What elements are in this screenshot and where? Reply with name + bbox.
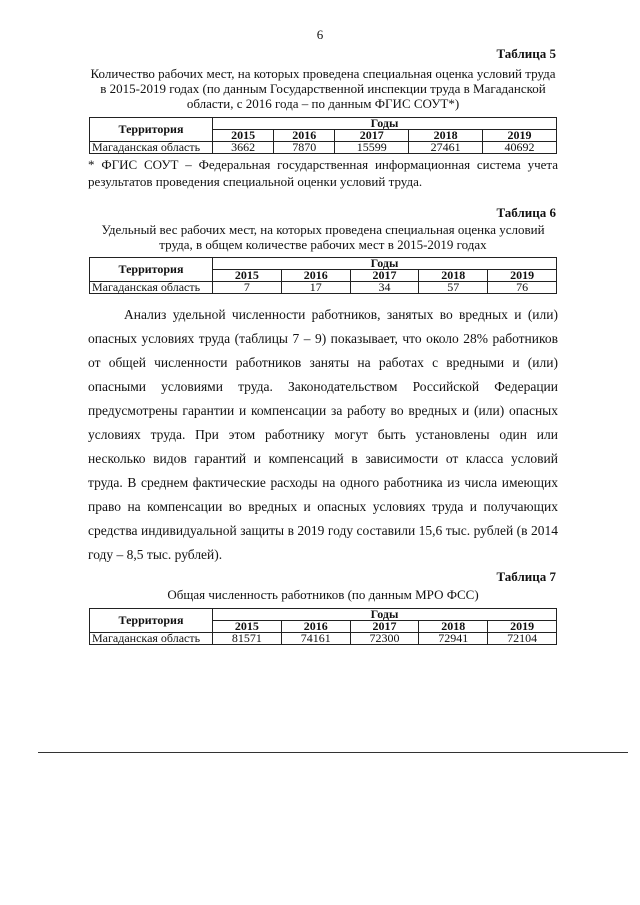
year-header: 2018 [419,621,488,633]
year-header: 2019 [488,621,557,633]
year-header: 2018 [419,270,488,282]
value-cell: 57 [419,282,488,294]
table5-caption: Таблица 5 [496,46,556,61]
value-cell: 74161 [281,633,350,645]
year-header: 2017 [335,130,409,142]
table5-title: Количество рабочих мест, на которых проведена специальная оценка условий труда в 2015-2019 годах (по данным Государственной инспекции труда в Магаданской области, с 2016 года – по данным ФГИС СОУТ*) [90,66,556,111]
value-cell: 34 [350,282,419,294]
year-header: 2016 [281,621,350,633]
table5 [89,117,557,154]
year-header: 2019 [483,130,557,142]
year-header: 2017 [350,270,419,282]
year-header: 2015 [213,130,274,142]
value-cell: 27461 [409,142,483,154]
territory-cell: Магаданская область [90,142,213,154]
table6-title: Удельный вес рабочих мест, на которых проведена специальная оценка условий труда, в общем количестве рабочих мест в 2015-2019 годах [101,222,545,252]
year-header: 2016 [281,270,350,282]
years-header: Годы [213,118,557,130]
year-header: 2015 [213,621,282,633]
value-cell: 15599 [335,142,409,154]
territory-header: Территория [90,609,213,633]
table7-title: Общая численность работников (по данным МРО ФСС) [167,587,479,602]
table-row [90,142,557,154]
year-header: 2016 [274,130,335,142]
year-header: 2019 [488,270,557,282]
year-header: 2015 [213,270,282,282]
table-row [90,282,557,294]
table6-caption: Таблица 6 [496,205,556,220]
value-cell: 7 [213,282,282,294]
year-header: 2018 [409,130,483,142]
value-cell: 72941 [419,633,488,645]
value-cell: 72104 [488,633,557,645]
year-header: 2017 [350,621,419,633]
territory-header: Территория [90,258,213,282]
page-bottom-rule [38,752,628,753]
table7-caption: Таблица 7 [496,569,556,584]
value-cell: 81571 [213,633,282,645]
value-cell: 76 [488,282,557,294]
years-header: Годы [213,609,557,621]
territory-cell: Магаданская область [90,633,213,645]
value-cell: 7870 [274,142,335,154]
value-cell: 40692 [483,142,557,154]
table-row [90,633,557,645]
territory-cell: Магаданская область [90,282,213,294]
body-paragraph: Анализ удельной численности работников, занятых во вредных и (или) опасных условиях труда (таблицы 7 – 9) показывает, что около 28% работников от общей численности работников заняты на работах с вредными и (или) опасными условиями труда. Законодательством Российской Федерации предусмотрены гарантии и компенсации за работу во вредных и (или) опасных условиях труда. При этом работнику могут быть установлены один или несколько видов гарантий и компенсаций в зависимости от класса условий труда. В среднем фактические расходы на одного работника из числа имеющих право на компенсации во вредных и опасных условиях труда и получающих средства индивидуальной защиты в 2019 году составили 15,6 тыс. рублей (в 2014 году – 8,5 тыс. рублей). [88,307,558,562]
table7 [89,608,557,645]
years-header: Годы [213,258,557,270]
territory-header: Территория [90,118,213,142]
table6 [89,257,557,294]
value-cell: 72300 [350,633,419,645]
table5-footnote: * ФГИС СОУТ – Федеральная государственная информационная система учета результатов проведения специальной оценки условий труда. [88,157,558,189]
page-number: 6 [316,27,324,42]
value-cell: 17 [281,282,350,294]
value-cell: 3662 [213,142,274,154]
